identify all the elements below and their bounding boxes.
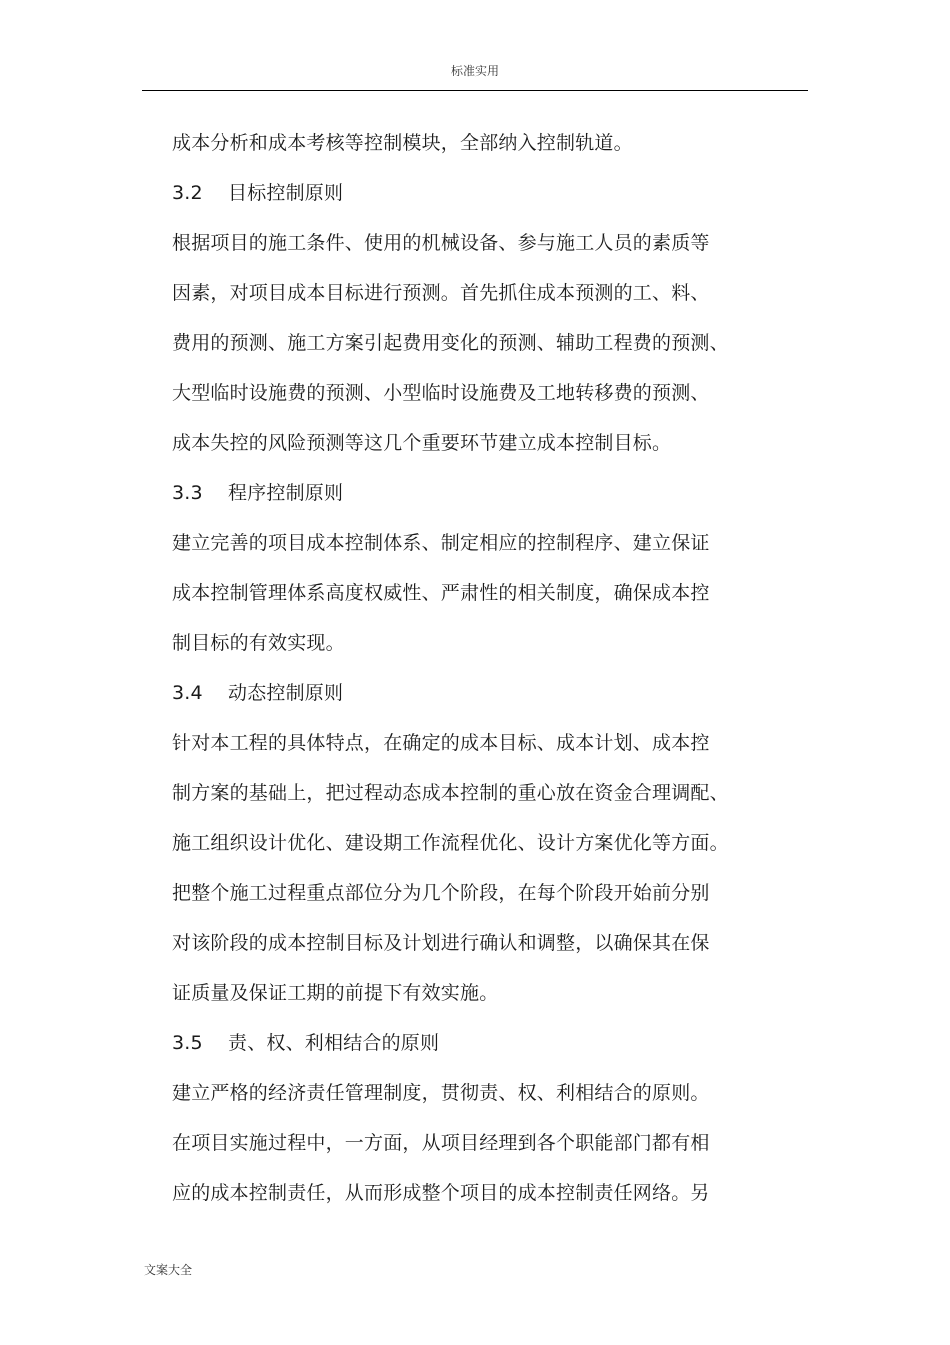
body-line bbox=[172, 768, 772, 818]
document-body bbox=[172, 118, 772, 1218]
body-line bbox=[172, 418, 772, 468]
line-text: 根据项目的施工条件、使用的机械设备、参与施工人员的素质等 bbox=[172, 232, 710, 254]
body-line bbox=[172, 818, 772, 868]
section-number: 3.5 bbox=[172, 1032, 203, 1054]
section-number: 3.2 bbox=[172, 182, 203, 204]
line-text: 建立严格的经济责任管理制度，贯彻责、权、利相结合的原则。 bbox=[172, 1082, 710, 1104]
line-text: 成本分析和成本考核等控制模块，全部纳入控制轨道。 bbox=[172, 132, 633, 154]
line-text: 针对本工程的具体特点，在确定的成本目标、成本计划、成本控 bbox=[172, 732, 710, 754]
body-line bbox=[172, 868, 772, 918]
line-text: 成本失控的风险预测等这几个重要环节建立成本控制目标。 bbox=[172, 432, 672, 454]
line-text: 制目标的有效实现。 bbox=[172, 632, 345, 654]
page-footer: 文案大全 bbox=[144, 1263, 193, 1277]
line-text: 因素，对项目成本目标进行预测。首先抓住成本预测的工、料、 bbox=[172, 282, 710, 304]
line-text: 费用的预测、施工方案引起费用变化的预测、辅助工程费的预测、 bbox=[172, 332, 729, 354]
page-header: 标准实用 bbox=[450, 64, 499, 78]
body-line bbox=[172, 318, 772, 368]
section-heading-3-4 bbox=[172, 668, 772, 718]
body-line bbox=[172, 1068, 772, 1118]
line-text: 证质量及保证工期的前提下有效实施。 bbox=[172, 982, 499, 1004]
line-text: 大型临时设施费的预测、小型临时设施费及工地转移费的预测、 bbox=[172, 382, 710, 404]
body-line bbox=[172, 568, 772, 618]
body-line bbox=[172, 618, 772, 668]
body-line bbox=[172, 718, 772, 768]
line-text: 成本控制管理体系高度权威性、严肃性的相关制度，确保成本控 bbox=[172, 582, 710, 604]
section-title: 责、权、利相结合的原则 bbox=[228, 1032, 440, 1054]
line-text: 应的成本控制责任，从而形成整个项目的成本控制责任网络。另 bbox=[172, 1182, 710, 1204]
section-number: 3.3 bbox=[172, 482, 203, 504]
body-line bbox=[172, 1168, 772, 1218]
header-rule bbox=[142, 90, 808, 91]
body-line bbox=[172, 918, 772, 968]
body-line bbox=[172, 1118, 772, 1168]
section-heading-3-3 bbox=[172, 468, 772, 518]
section-heading-3-2 bbox=[172, 168, 772, 218]
section-heading-3-5 bbox=[172, 1018, 772, 1068]
line-text: 把整个施工过程重点部位分为几个阶段，在每个阶段开始前分别 bbox=[172, 882, 710, 904]
body-line bbox=[172, 968, 772, 1018]
section-title: 程序控制原则 bbox=[228, 482, 344, 504]
line-text: 制方案的基础上，把过程动态成本控制的重心放在资金合理调配、 bbox=[172, 782, 729, 804]
section-number: 3.4 bbox=[172, 682, 203, 704]
line-text: 对该阶段的成本控制目标及计划进行确认和调整，以确保其在保 bbox=[172, 932, 710, 954]
body-line bbox=[172, 518, 772, 568]
body-line bbox=[172, 268, 772, 318]
body-line bbox=[172, 218, 772, 268]
line-text: 在项目实施过程中，一方面，从项目经理到各个职能部门都有相 bbox=[172, 1132, 710, 1154]
section-title: 目标控制原则 bbox=[228, 182, 344, 204]
line-text: 施工组织设计优化、建设期工作流程优化、设计方案优化等方面。 bbox=[172, 832, 729, 854]
body-line bbox=[172, 118, 772, 168]
line-text: 建立完善的项目成本控制体系、制定相应的控制程序、建立保证 bbox=[172, 532, 710, 554]
section-title: 动态控制原则 bbox=[228, 682, 344, 704]
body-line bbox=[172, 368, 772, 418]
